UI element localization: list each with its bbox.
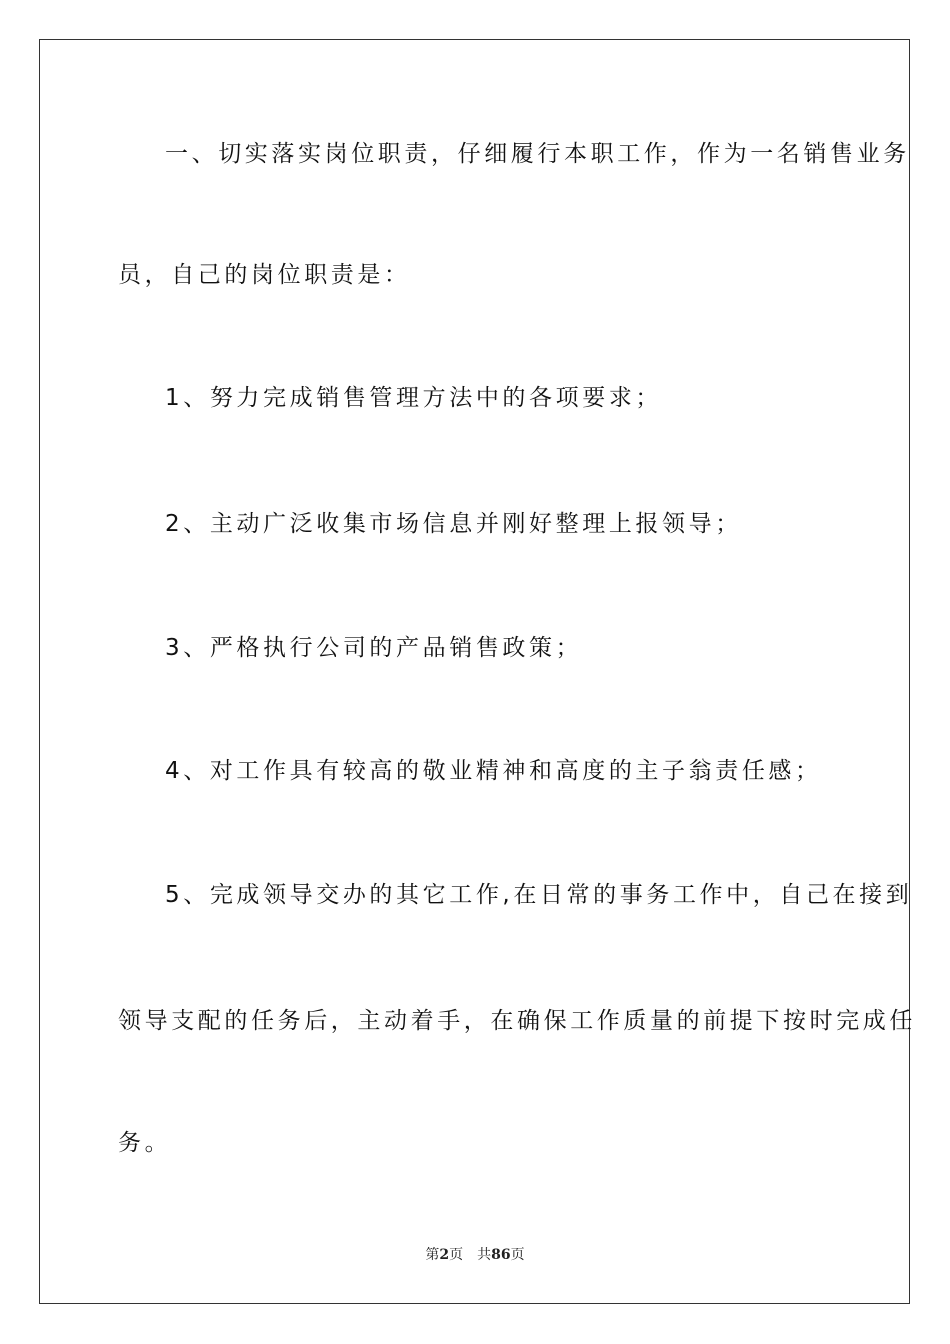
paragraph-line: 务。 bbox=[118, 1130, 172, 1156]
total-pages: 86 bbox=[491, 1247, 511, 1263]
total-suffix: 页 bbox=[510, 1247, 525, 1263]
page-prefix: 第 bbox=[425, 1247, 440, 1263]
paragraph-line: 一、切实落实岗位职责，仔细履行本职工作，作为一名销售业务 bbox=[165, 141, 910, 167]
list-item: 1、努力完成销售管理方法中的各项要求； bbox=[165, 385, 663, 411]
page-suffix: 页 bbox=[449, 1247, 464, 1263]
list-item: 2、主动广泛收集市场信息并刚好整理上报领导； bbox=[165, 511, 742, 537]
paragraph-line: 领导支配的任务后，主动着手，在确保工作质量的前提下按时完成任 bbox=[118, 1008, 916, 1034]
paragraph-line: 员，自己的岗位职责是： bbox=[118, 262, 411, 288]
page-footer bbox=[0, 1246, 950, 1264]
list-item: 3、严格执行公司的产品销售政策； bbox=[165, 635, 583, 661]
page-border bbox=[39, 39, 916, 1304]
list-item: 4、对工作具有较高的敬业精神和高度的主子翁责任感； bbox=[165, 758, 822, 784]
list-item: 5、完成领导交办的其它工作,在日常的事务工作中，自己在接到 bbox=[165, 882, 913, 908]
page-number: 2 bbox=[439, 1247, 450, 1263]
total-prefix: 共 bbox=[477, 1247, 492, 1263]
